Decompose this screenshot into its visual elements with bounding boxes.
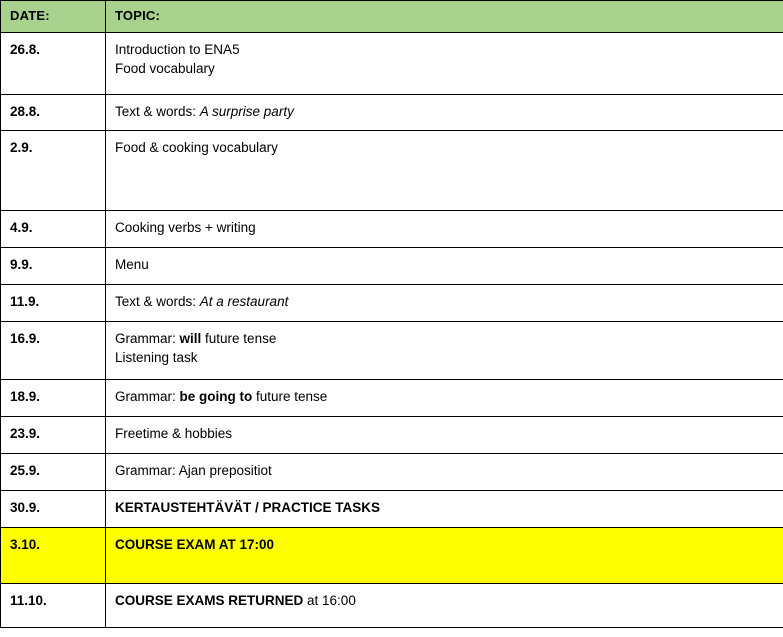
cell-topic [106, 379, 783, 416]
table-header-row [1, 1, 783, 33]
cell-topic [106, 453, 783, 490]
topic-line [115, 255, 775, 275]
topic-text: at 16:00 [303, 592, 356, 608]
table-row [1, 583, 783, 627]
cell-date: 23.9. [1, 416, 106, 453]
topic-text: Food & cooking vocabulary [115, 139, 278, 155]
table-row [1, 32, 783, 94]
topic-text: Grammar: [115, 388, 180, 404]
topic-line [115, 424, 775, 444]
column-header-date: DATE: [1, 1, 106, 33]
topic-text: Freetime & hobbies [115, 425, 233, 441]
table-row [1, 284, 783, 321]
column-header-topic: TOPIC: [106, 1, 783, 33]
topic-text: KERTAUSTEHTÄVÄT / PRACTICE TASKS [115, 499, 381, 515]
table-row [1, 94, 783, 130]
table-row [1, 490, 783, 527]
topic-line [115, 138, 775, 158]
cell-date: 28.8. [1, 94, 106, 130]
topic-text: COURSE EXAMS RETURNED [115, 592, 304, 608]
table-row [1, 416, 783, 453]
topic-text: Grammar: Ajan prepositiot [115, 462, 272, 478]
topic-text: Menu [115, 256, 149, 272]
topic-text: be going to [179, 388, 253, 404]
topic-line [115, 59, 775, 79]
topic-line [115, 591, 775, 611]
cell-date: 26.8. [1, 32, 106, 94]
cell-topic [106, 247, 783, 284]
table-row [1, 453, 783, 490]
cell-date: 9.9. [1, 247, 106, 284]
cell-date: 2.9. [1, 130, 106, 210]
cell-topic [106, 94, 783, 130]
topic-text: Introduction to ENA5 [115, 41, 240, 57]
cell-topic [106, 416, 783, 453]
cell-topic [106, 527, 783, 583]
topic-text: future tense [201, 330, 277, 346]
cell-topic [106, 321, 783, 379]
topic-text: At a restaurant [199, 293, 289, 309]
topic-line [115, 498, 775, 518]
topic-line [115, 329, 775, 349]
table-header [1, 1, 783, 33]
table-row [1, 130, 783, 210]
topic-text: Food vocabulary [115, 61, 215, 77]
cell-date: 11.9. [1, 284, 106, 321]
cell-date: 11.10. [1, 583, 106, 627]
table-row [1, 247, 783, 284]
table-row [1, 210, 783, 247]
topic-line [115, 40, 775, 60]
cell-topic [106, 32, 783, 94]
topic-text: Text & words: [115, 293, 200, 309]
cell-date: 16.9. [1, 321, 106, 379]
topic-line [115, 461, 775, 481]
topic-text: future tense [252, 388, 328, 404]
topic-text: Listening task [115, 350, 198, 366]
topic-line [115, 102, 775, 122]
topic-line [115, 218, 775, 238]
cell-date: 30.9. [1, 490, 106, 527]
topic-text: Cooking verbs + writing [115, 219, 256, 235]
topic-line [115, 535, 775, 555]
topic-line [115, 348, 775, 368]
cell-topic [106, 210, 783, 247]
topic-text: will [179, 330, 202, 346]
topic-line [115, 292, 775, 312]
topic-line [115, 387, 775, 407]
cell-date: 3.10. [1, 527, 106, 583]
table-body [1, 32, 783, 627]
table-row [1, 527, 783, 583]
cell-date: 18.9. [1, 379, 106, 416]
cell-topic [106, 130, 783, 210]
topic-text: Grammar: [115, 330, 180, 346]
cell-topic [106, 284, 783, 321]
topic-text: Text & words: [115, 103, 200, 119]
topic-text: COURSE EXAM AT 17:00 [115, 536, 275, 552]
table-row [1, 379, 783, 416]
cell-topic [106, 490, 783, 527]
cell-topic [106, 583, 783, 627]
cell-date: 4.9. [1, 210, 106, 247]
table-row [1, 321, 783, 379]
cell-date: 25.9. [1, 453, 106, 490]
topic-text: A surprise party [199, 103, 294, 119]
